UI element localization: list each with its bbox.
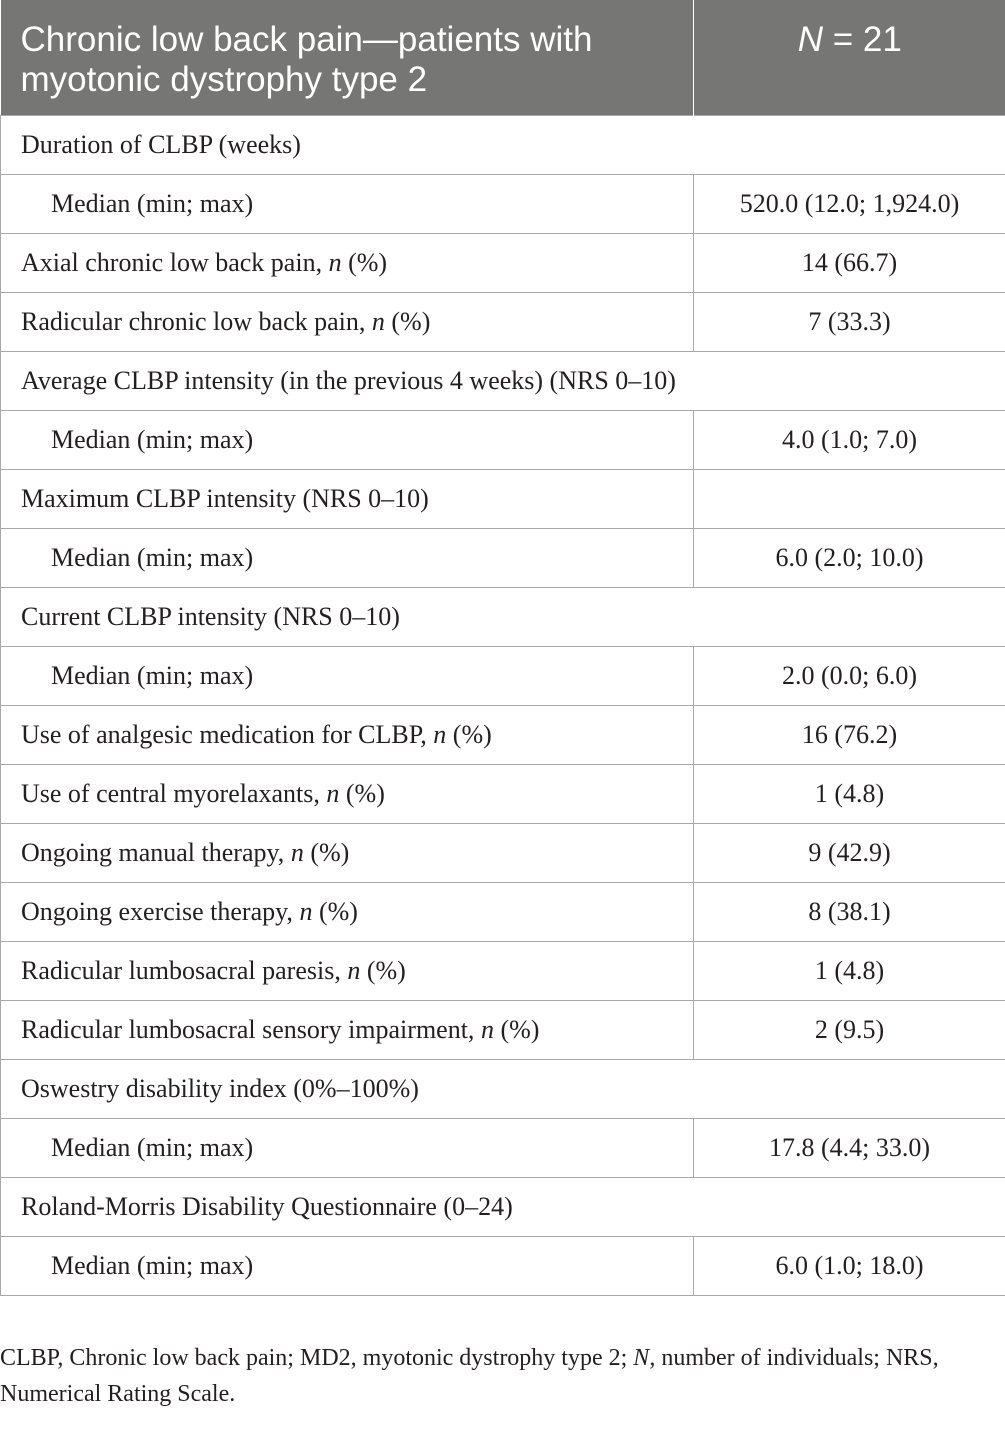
row-label [1, 1000, 694, 1059]
table-row [1, 233, 1005, 292]
table-row [1, 705, 1005, 764]
table-row [1, 764, 1005, 823]
row-n-symbol: n [290, 837, 304, 867]
row-label-text: Current CLBP intensity (NRS 0–10) [21, 601, 400, 631]
row-sublabel [1, 1236, 694, 1295]
row-value: 7 (33.3) [694, 292, 1005, 351]
row-value: 4.0 (1.0; 7.0) [694, 410, 1005, 469]
table-row [1, 1059, 1005, 1118]
row-label [1, 1177, 1005, 1236]
row-label [1, 941, 694, 1000]
table-row [1, 1236, 1005, 1295]
row-label-text: Ongoing exercise therapy, [21, 896, 300, 926]
row-label [1, 705, 694, 764]
row-label-tail: (%) [360, 955, 406, 985]
table-footnote [0, 1340, 1000, 1412]
row-label-tail: (%) [493, 1014, 540, 1044]
row-value: 520.0 (12.0; 1,924.0) [694, 174, 1005, 233]
row-value: 8 (38.1) [694, 882, 1005, 941]
footnote-part2: , number of individuals; NRS, Numerical Rating Scale. [0, 1345, 939, 1407]
row-label-text: Maximum CLBP intensity (NRS 0–10) [21, 483, 429, 513]
table-row [1, 1118, 1005, 1177]
row-label [1, 823, 694, 882]
footnote-n-symbol: N [633, 1345, 650, 1371]
row-value: 17.8 (4.4; 33.0) [694, 1118, 1005, 1177]
header-col-n [694, 0, 1005, 115]
row-label-text: Median (min; max) [51, 424, 254, 454]
row-label-text: Use of analgesic medication for CLBP, [21, 719, 434, 749]
table-row [1, 410, 1005, 469]
row-label [1, 233, 694, 292]
table-row [1, 115, 1005, 174]
row-label-tail: (%) [446, 719, 492, 749]
footnote-part1: CLBP, Chronic low back pain; MD2, myotonic dystrophy type 2; [0, 1345, 634, 1371]
row-label-text: Radicular lumbosacral paresis, [21, 955, 348, 985]
table-row [1, 646, 1005, 705]
header-n-symbol: N [797, 20, 823, 59]
row-sublabel [1, 646, 694, 705]
row-value: 14 (66.7) [694, 233, 1005, 292]
row-sublabel [1, 1118, 694, 1177]
row-label-text: Median (min; max) [51, 542, 254, 572]
header-n-value: = 21 [822, 20, 902, 59]
row-label [1, 115, 1005, 174]
row-label-text: Average CLBP intensity (in the previous 4 weeks) (NRS 0–10) [21, 365, 676, 395]
row-n-symbol: n [326, 778, 340, 808]
row-label-tail: (%) [339, 778, 385, 808]
row-label-text: Roland-Morris Disability Questionnaire (0–24) [21, 1191, 513, 1221]
table-row [1, 528, 1005, 587]
row-label-text: Radicular lumbosacral sensory impairment, [21, 1014, 481, 1044]
row-value: 2.0 (0.0; 6.0) [694, 646, 1005, 705]
row-label-text: Median (min; max) [51, 1250, 254, 1280]
table-row [1, 469, 1005, 528]
table-header [1, 0, 1005, 115]
row-label-text: Median (min; max) [51, 1132, 254, 1162]
row-n-symbol: n [328, 247, 342, 277]
row-label [1, 351, 1005, 410]
table-body [1, 115, 1005, 1295]
row-n-symbol: n [347, 955, 361, 985]
row-value: 1 (4.8) [694, 941, 1005, 1000]
row-label [1, 292, 694, 351]
table-row [1, 1000, 1005, 1059]
table-row [1, 1177, 1005, 1236]
row-value [694, 469, 1005, 528]
row-label [1, 587, 1005, 646]
header-col-characteristic: Chronic low back pain—patients with myotonic dystrophy type 2 [1, 0, 694, 115]
row-label-text: Use of central myorelaxants, [21, 778, 327, 808]
row-label-tail: (%) [303, 837, 350, 867]
row-label-tail: (%) [312, 896, 358, 926]
row-label-text: Duration of CLBP (weeks) [21, 129, 301, 159]
table-row [1, 351, 1005, 410]
table-row [1, 292, 1005, 351]
row-label [1, 882, 694, 941]
row-sublabel [1, 174, 694, 233]
row-sublabel [1, 410, 694, 469]
row-label-tail: (%) [384, 306, 431, 336]
row-value: 9 (42.9) [694, 823, 1005, 882]
row-label-text: Radicular chronic low back pain, [21, 306, 372, 336]
row-label [1, 1059, 1005, 1118]
row-value: 2 (9.5) [694, 1000, 1005, 1059]
row-sublabel [1, 528, 694, 587]
row-n-symbol: n [299, 896, 313, 926]
row-n-symbol: n [433, 719, 447, 749]
row-label-text: Median (min; max) [51, 660, 254, 690]
table-row [1, 823, 1005, 882]
row-value: 6.0 (2.0; 10.0) [694, 528, 1005, 587]
table-row [1, 882, 1005, 941]
row-value: 1 (4.8) [694, 764, 1005, 823]
row-label-tail: (%) [341, 247, 388, 277]
header-row [1, 0, 1005, 115]
row-label [1, 469, 694, 528]
row-label-text: Axial chronic low back pain, [21, 247, 329, 277]
table-row [1, 587, 1005, 646]
row-label-text: Median (min; max) [51, 188, 254, 218]
row-label-text: Ongoing manual therapy, [21, 837, 291, 867]
row-label [1, 764, 694, 823]
row-value: 6.0 (1.0; 18.0) [694, 1236, 1005, 1295]
row-n-symbol: n [480, 1014, 494, 1044]
row-n-symbol: n [371, 306, 385, 336]
row-value: 16 (76.2) [694, 705, 1005, 764]
table-row [1, 941, 1005, 1000]
row-label-text: Oswestry disability index (0%–100%) [21, 1073, 419, 1103]
table-row [1, 174, 1005, 233]
